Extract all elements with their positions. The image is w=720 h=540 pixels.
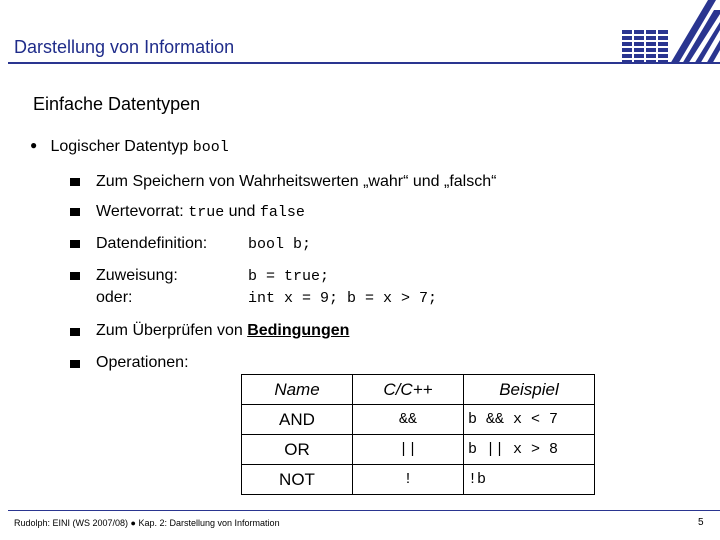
header-name: Name <box>242 375 353 405</box>
row-example: b || x > 8 <box>464 435 595 465</box>
zuweisung-label: Zuweisung: <box>96 267 178 284</box>
item-pruefen <box>96 320 349 342</box>
bedingungen-link[interactable]: Bedingungen <box>247 322 350 339</box>
row-operator: || <box>353 435 464 465</box>
item-wertevorrat <box>96 201 305 224</box>
wertevorrat-und: und <box>228 203 256 220</box>
section-title: Einfache Datentypen <box>33 94 201 114</box>
wertevorrat-label: Wertevorrat: <box>96 203 184 220</box>
operations-table <box>241 374 595 495</box>
main-bullet-text: Logischer Datentyp <box>50 138 189 155</box>
square-bullet-icon <box>70 240 80 248</box>
row-name: OR <box>242 435 353 465</box>
square-bullet-icon <box>70 360 80 368</box>
header-beispiel: Beispiel <box>464 375 595 405</box>
pruefen-text: Zum Überprüfen von <box>96 322 243 339</box>
header-cpp: C/C++ <box>353 375 464 405</box>
row-name: AND <box>242 405 353 435</box>
page-header-title: Darstellung von Information <box>14 37 235 57</box>
square-bullet-icon <box>70 272 80 280</box>
table-row <box>242 435 595 465</box>
zuweisung-code: b = true; <box>248 268 330 285</box>
square-bullet-icon <box>70 178 80 186</box>
row-operator: && <box>353 405 464 435</box>
datendef-code: bool b; <box>248 236 312 253</box>
wertevorrat-true: true <box>188 204 225 221</box>
university-logo-icon <box>618 0 720 66</box>
main-bullet <box>30 138 229 156</box>
table-row <box>242 465 595 495</box>
footer-divider <box>8 510 720 511</box>
footer-text: Rudolph: EINI (WS 2007/08) ● Kap. 2: Darstellung von Information <box>14 518 280 528</box>
row-example: !b <box>464 465 595 495</box>
oder-label: oder: <box>96 289 133 306</box>
row-name: NOT <box>242 465 353 495</box>
table-header-row <box>242 375 595 405</box>
item-speichern: Zum Speichern von Wahrheitswerten „wahr“ und „falsch“ <box>96 173 497 190</box>
bullet-dot-icon: ● <box>30 138 38 152</box>
header-divider <box>8 62 720 64</box>
square-bullet-icon <box>70 208 80 216</box>
datendef-label: Datendefinition: <box>96 235 208 252</box>
square-bullet-icon <box>70 328 80 336</box>
oder-code: int x = 9; b = x > 7; <box>248 290 438 307</box>
table-row <box>242 405 595 435</box>
item-operationen: Operationen: <box>96 354 189 371</box>
wertevorrat-false: false <box>259 204 305 221</box>
page-number: 5 <box>698 517 704 528</box>
row-operator: ! <box>353 465 464 495</box>
main-bullet-code: bool <box>192 139 229 156</box>
row-example: b && x < 7 <box>464 405 595 435</box>
